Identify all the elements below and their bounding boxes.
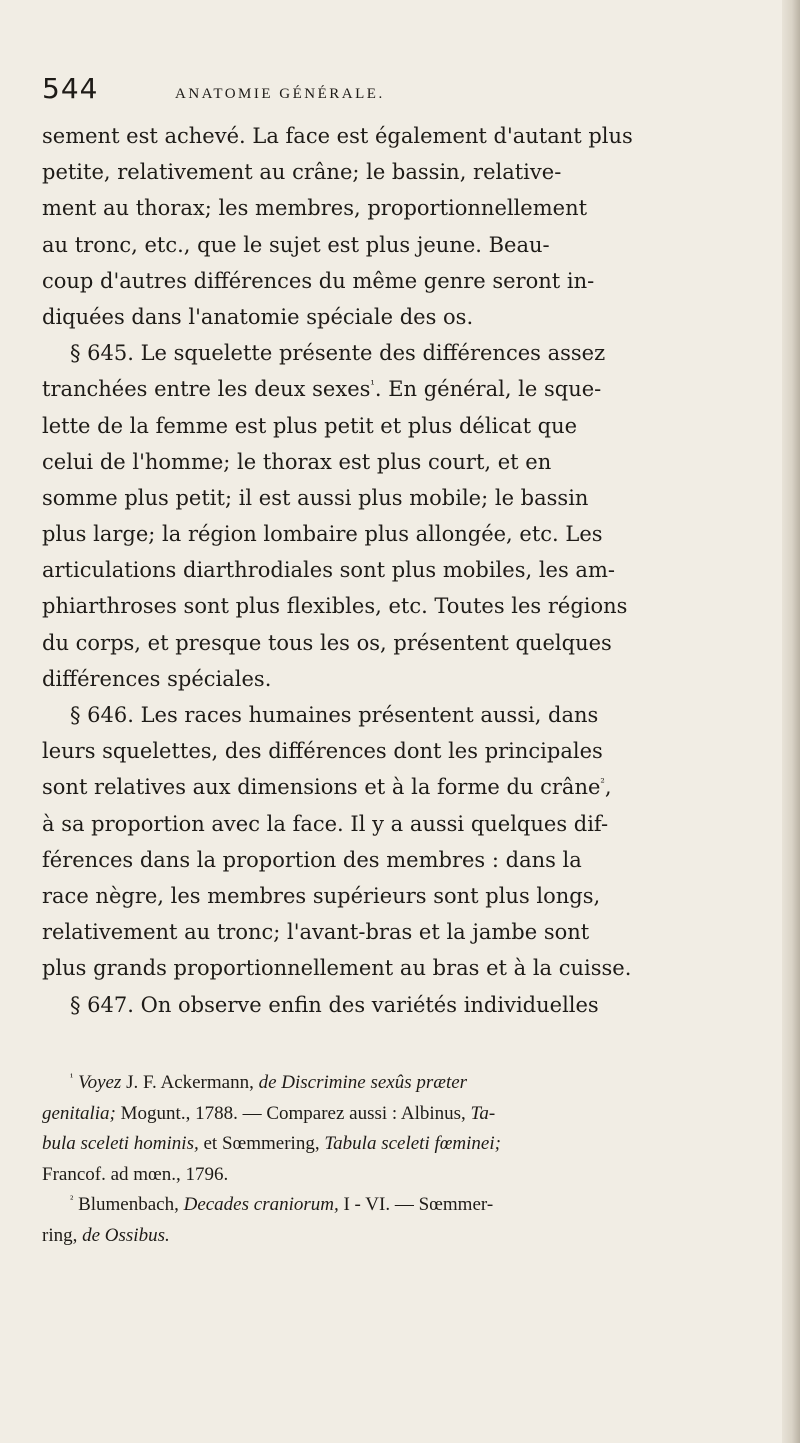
footnote-ref-1: ¹ [370, 378, 375, 392]
footnote-1-line [42, 1099, 742, 1130]
footnote-2-line [42, 1221, 742, 1252]
footnote-2-line [42, 1190, 742, 1221]
text-line: au tronc, etc., que le sujet est plus jeune. Beau- [42, 232, 550, 257]
body-text [42, 118, 742, 1023]
footnote-text: Blumenbach, [73, 1194, 184, 1215]
paragraph-647-start: § 647. On observe enfin des variétés individuelles [70, 992, 599, 1017]
footnote-title: bula sceleti hominis, [42, 1133, 199, 1154]
paragraph-645-start: § 645. Le squelette présente des différences assez [70, 341, 606, 366]
footnote-1-line [42, 1068, 742, 1099]
text-line: leurs squelettes, des différences dont les principales [42, 739, 603, 764]
text-line: articulations diarthrodiales sont plus mobiles, les am- [42, 558, 615, 583]
footnote-text: Voyez [78, 1072, 122, 1093]
footnote-ref-2: ² [600, 776, 605, 790]
text-line: plus grands proportionnellement au bras et à la cuisse. [42, 956, 632, 981]
text-line: différences spéciales. [42, 666, 272, 691]
page-edge-shadow [782, 0, 800, 1443]
footnote-text: ring, [42, 1224, 83, 1246]
text-segment: sont relatives aux dimensions et à la forme du crâne [42, 775, 601, 800]
text-line: ment au thorax; les membres, proportionnellement [42, 196, 588, 221]
text-line: férences dans la proportion des membres : dans la [42, 847, 582, 872]
text-line: celui de l'homme; le thorax est plus court, et en [42, 449, 552, 474]
footnote-1-mark: ¹ [70, 1071, 74, 1084]
text-line: relativement au tronc; l'avant-bras et la jambe sont [42, 920, 590, 945]
footnote-text: I - VI. — Sœmmer- [338, 1194, 494, 1215]
text-line: lette de la femme est plus petit et plus délicat que [42, 413, 578, 438]
text-line: sement est achevé. La face est également d'autant plus [42, 124, 633, 148]
footnote-title: de Discrimine sexûs præter [258, 1072, 468, 1093]
footnote-1-line: Francof. ad mœn., 1796. [42, 1163, 229, 1185]
text-line: diquées dans l'anatomie spéciale des os. [42, 304, 474, 329]
text-segment: . En général, le sque- [374, 377, 602, 402]
running-title: ANATOMIE GÉNÉRALE. [175, 86, 385, 102]
text-segment: , [604, 775, 612, 800]
footnote-1-line [42, 1129, 742, 1160]
text-line: plus large; la région lombaire plus allongée, etc. Les [42, 522, 603, 547]
footnote-title: Tabula sceleti fœminei; [324, 1133, 501, 1154]
page-number: 544 [42, 72, 99, 105]
paragraph-646-start: § 646. Les races humaines présentent aussi, dans [70, 703, 599, 727]
text-line: race nègre, les membres supérieurs sont plus longs, [42, 883, 601, 908]
footnote-text: et Sœmmering, [198, 1133, 325, 1154]
text-line: phiarthroses sont plus flexibles, etc. Toutes les régions [42, 594, 628, 619]
footnote-text: J. F. Ackermann, [121, 1072, 259, 1093]
footnote-title: genitalia; [42, 1102, 116, 1124]
footnote-2-mark: ² [70, 1193, 74, 1206]
text-segment: tranchées entre les deux sexes [42, 377, 371, 402]
text-line [42, 371, 742, 407]
footnote-title: Ta- [470, 1102, 496, 1124]
footnote-text: Mogunt., 1788. — Comparez aussi : Albinus, [115, 1102, 471, 1124]
text-line [42, 769, 742, 805]
text-line: somme plus petit; il est aussi plus mobile; le bassin [42, 485, 589, 510]
footnote-title: de Ossibus. [82, 1224, 170, 1246]
page-header [42, 72, 742, 112]
footnote-title: Decades craniorum, [183, 1194, 339, 1215]
text-line: petite, relativement au crâne; le bassin, relative- [42, 160, 562, 185]
footnotes [42, 1068, 742, 1251]
text-line: coup d'autres différences du même genre seront in- [42, 268, 595, 293]
text-line: à sa proportion avec la face. Il y a aussi quelques dif- [42, 811, 609, 836]
text-line: du corps, et presque tous les os, présentent quelques [42, 630, 612, 655]
